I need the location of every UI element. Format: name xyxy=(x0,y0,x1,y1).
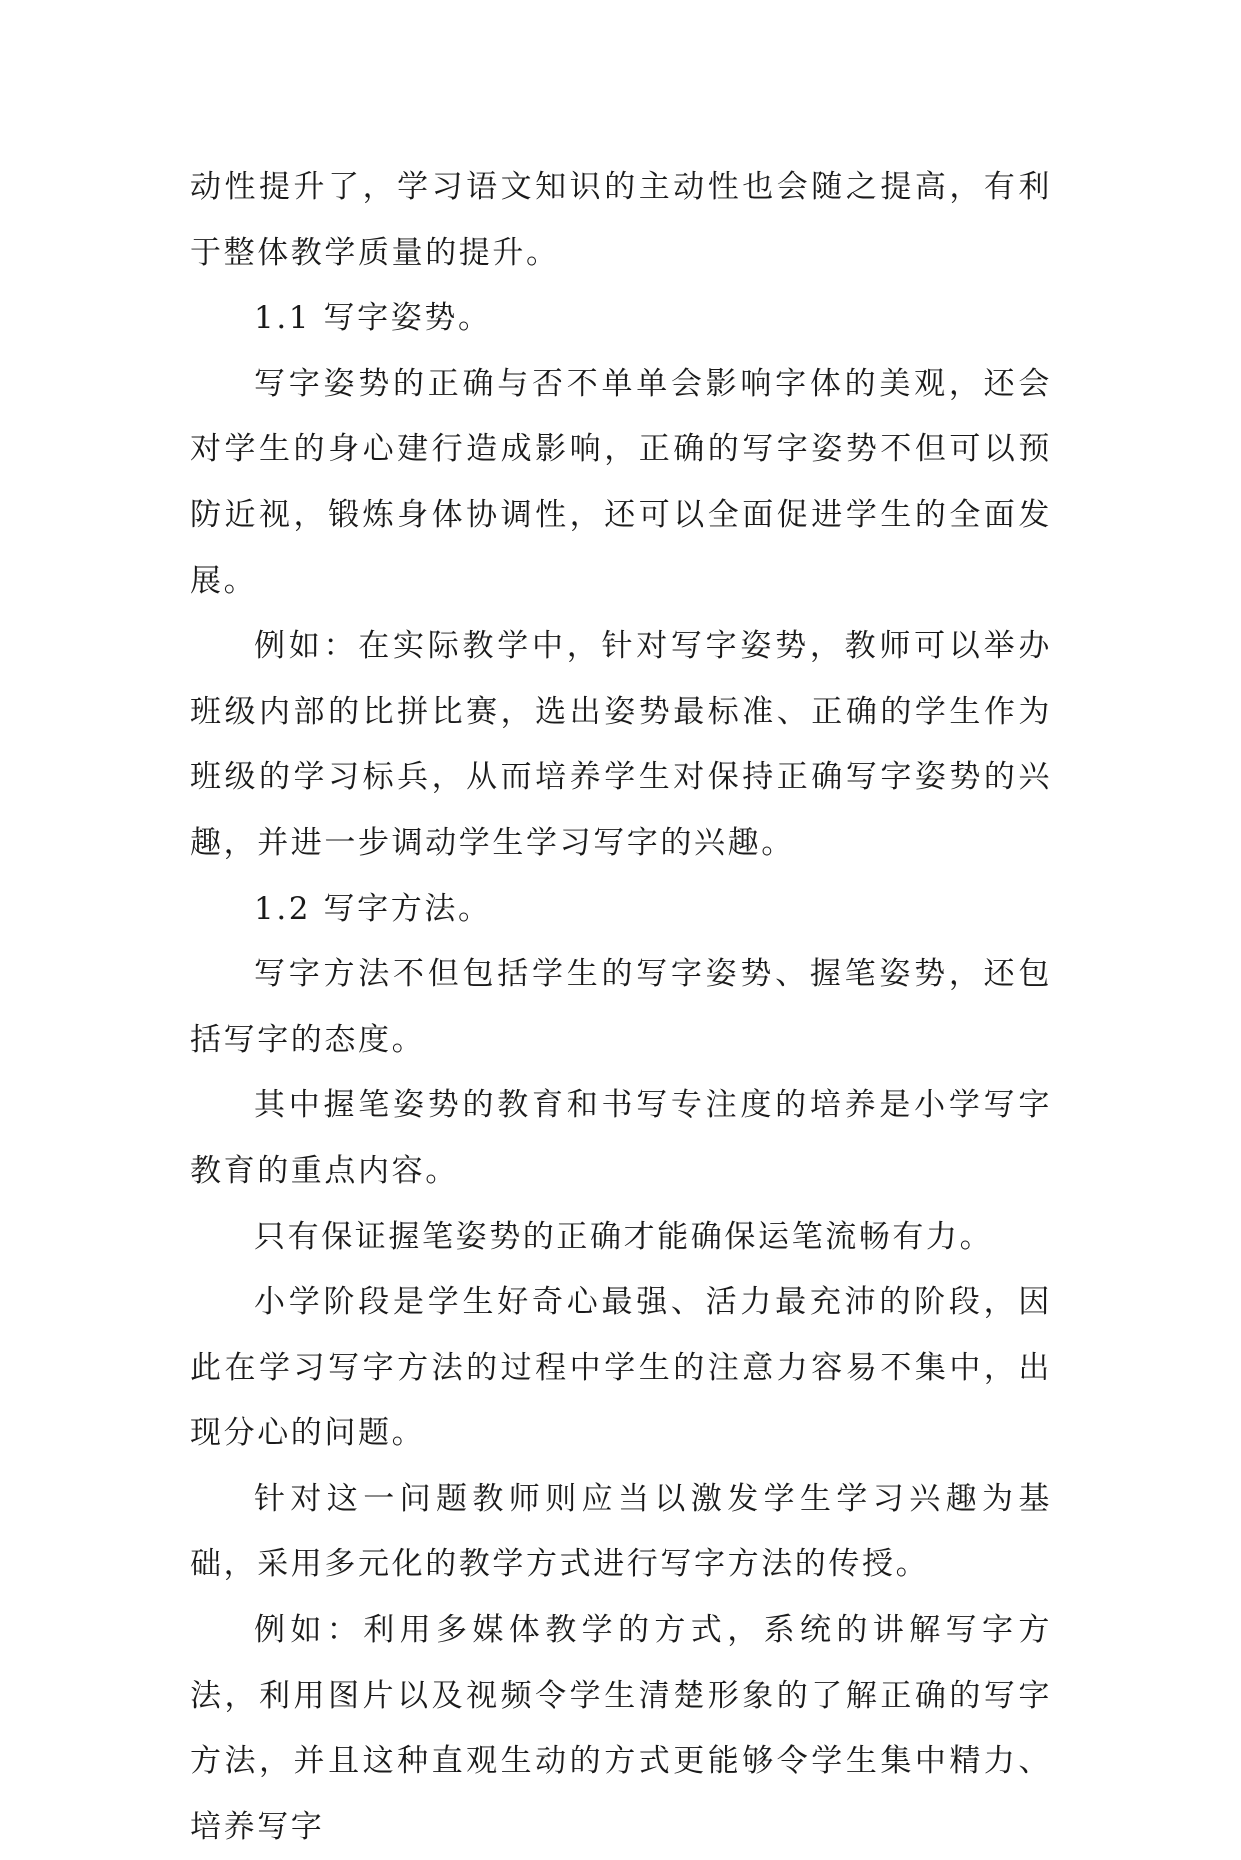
section-heading-1-2: 1.2 写字方法。 xyxy=(254,890,492,927)
paragraph: 例如：在实际教学中，针对写字姿势，教师可以举办班级内部的比拼比赛，选出姿势最标准、正确的学生作为班级的学习标兵，从而培养学生对保持正确写字姿势的兴趣，并进一步调动学生学习写字的兴趣。 xyxy=(190,628,1052,861)
paragraph-continuation: 动性提升了，学习语文知识的主动性也会随之提高，有利于整体教学质量的提升。 xyxy=(190,169,1052,271)
paragraph: 只有保证握笔姿势的正确才能确保运笔流畅有力。 xyxy=(254,1218,994,1255)
paragraph: 小学阶段是学生好奇心最强、活力最充沛的阶段，因此在学习写字方法的过程中学生的注意力容易不集中，出现分心的问题。 xyxy=(190,1284,1052,1452)
paragraph: 针对这一问题教师则应当以激发学生学习兴趣为基础，采用多元化的教学方式进行写字方法的传授。 xyxy=(190,1480,1052,1583)
document-body xyxy=(190,155,1052,1860)
paragraph: 写字姿势的正确与否不单单会影响字体的美观，还会对学生的身心建行造成影响，正确的写字姿势不但可以预防近视，锻炼身体协调性，还可以全面促进学生的全面发展。 xyxy=(190,365,1052,599)
paragraph: 例如：利用多媒体教学的方式，系统的讲解写字方法，利用图片以及视频令学生清楚形象的了解正确的写字方法，并且这种直观生动的方式更能够令学生集中精力、培养写字 xyxy=(190,1612,1052,1845)
paragraph: 写字方法不但包括学生的写字姿势、握笔姿势，还包括写字的态度。 xyxy=(190,956,1052,1058)
section-heading-1-1: 1.1 写字姿势。 xyxy=(254,300,492,337)
paragraph: 其中握笔姿势的教育和书写专注度的培养是小学写字教育的重点内容。 xyxy=(190,1087,1052,1189)
